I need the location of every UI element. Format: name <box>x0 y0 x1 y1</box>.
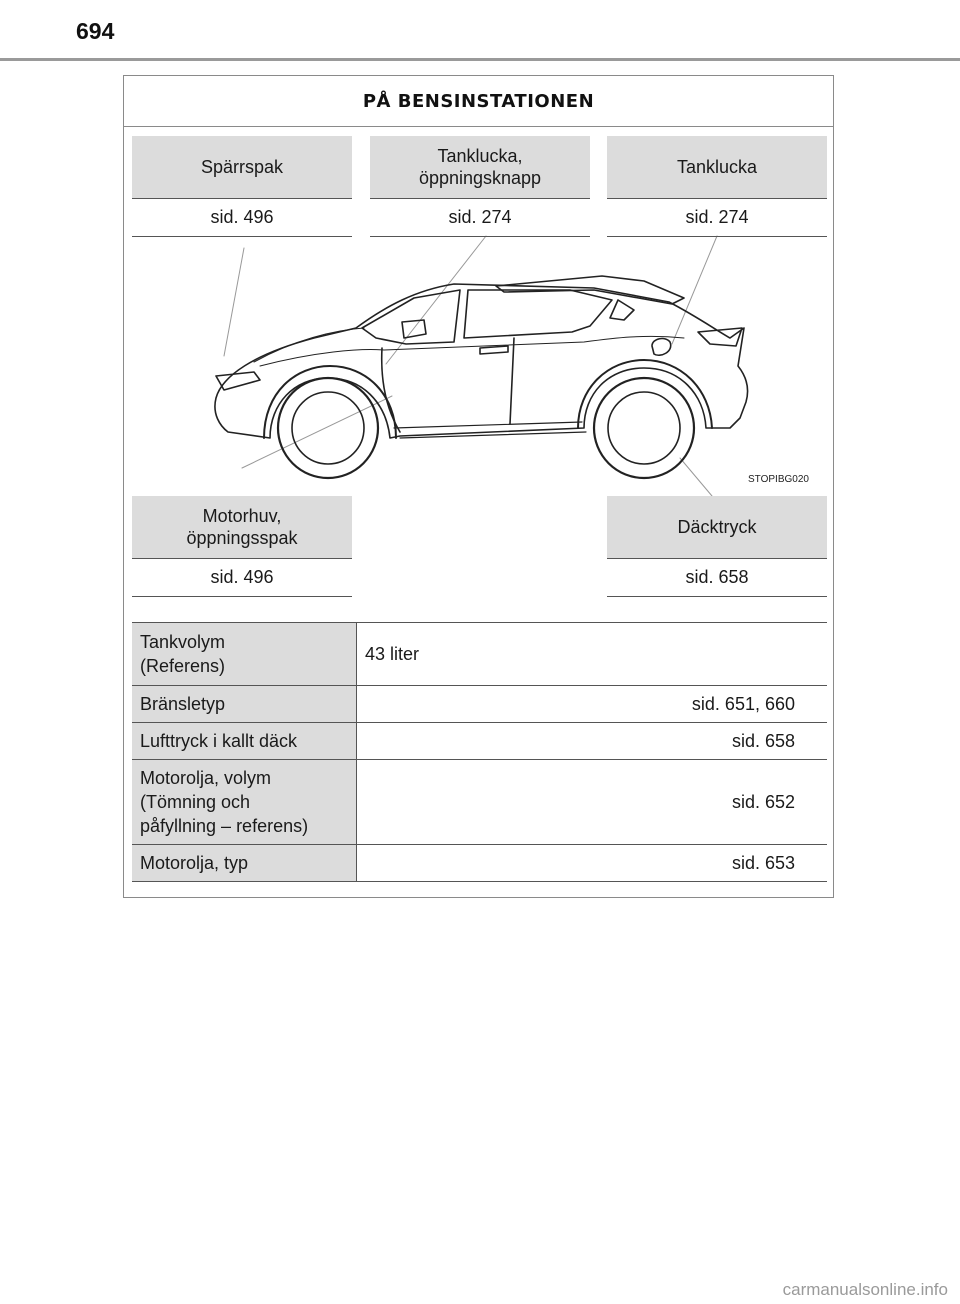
leader-motorhuv <box>242 396 392 468</box>
spec-value: sid. 653 <box>357 845 828 882</box>
spec-value: 43 liter <box>357 623 828 686</box>
page-number: 694 <box>76 18 115 44</box>
window-front <box>362 290 460 344</box>
table-row <box>132 845 827 882</box>
window-rear <box>464 290 612 338</box>
illustration-code: STOPIBG020 <box>748 474 809 485</box>
leader-tanklucka <box>672 236 717 344</box>
door-line <box>382 348 400 432</box>
spec-key: Lufttryck i kallt däck <box>132 723 357 760</box>
front-arch <box>264 366 396 438</box>
headlight <box>216 372 260 390</box>
spec-key: Motorolja, volym (Tömning och påfyllning – referens) <box>132 760 357 845</box>
watermark: carmanualsonline.info <box>782 1280 948 1299</box>
section-title: PÅ BENSINSTATIONEN <box>124 76 833 127</box>
table-row <box>132 623 827 686</box>
leader-tanklucka-knapp <box>386 236 486 364</box>
table-row <box>132 760 827 845</box>
spec-value: sid. 658 <box>357 723 828 760</box>
leader-sparrspak <box>224 248 244 356</box>
ref-sparrspak: sid. 496 <box>132 198 352 237</box>
rear-rim <box>608 392 680 464</box>
ref-motorhuv: sid. 496 <box>132 558 352 597</box>
body-crease <box>260 336 684 366</box>
rear-arch <box>578 360 712 428</box>
label-tanklucka: Tanklucka <box>607 136 827 199</box>
fuel-door <box>652 339 671 356</box>
refueling-panel <box>123 75 834 898</box>
table-row <box>132 723 827 760</box>
door-handle <box>480 346 508 354</box>
spec-value: sid. 651, 660 <box>357 686 828 723</box>
ref-dacktryck: sid. 658 <box>607 558 827 597</box>
ref-tanklucka-knapp: sid. 274 <box>370 198 590 237</box>
side-skirt <box>394 422 582 428</box>
leader-dacktryck <box>680 458 712 496</box>
spec-key: Motorolja, typ <box>132 845 357 882</box>
label-tanklucka-knapp: Tanklucka, öppningsknapp <box>370 136 590 199</box>
rear-wheel <box>594 378 694 478</box>
tail-light <box>698 328 742 346</box>
side-mirror <box>402 320 426 338</box>
spec-value: sid. 652 <box>357 760 828 845</box>
spec-key: Bränsletyp <box>132 686 357 723</box>
window-quarter <box>610 300 634 320</box>
header-rule <box>0 58 960 61</box>
car-body <box>215 284 748 438</box>
hood-line <box>254 328 364 362</box>
ref-tanklucka: sid. 274 <box>607 198 827 237</box>
label-motorhuv: Motorhuv, öppningsspak <box>132 496 352 559</box>
roof-spoiler <box>496 276 684 304</box>
table-row <box>132 686 827 723</box>
front-wheel <box>278 378 378 478</box>
front-rim <box>292 392 364 464</box>
label-dacktryck: Däcktryck <box>607 496 827 559</box>
side-skirt-lower <box>400 432 586 438</box>
door-line-rear <box>510 338 514 424</box>
label-sparrspak: Spärrspak <box>132 136 352 199</box>
spec-key: Tankvolym (Referens) <box>132 623 357 686</box>
spec-table <box>132 622 827 882</box>
